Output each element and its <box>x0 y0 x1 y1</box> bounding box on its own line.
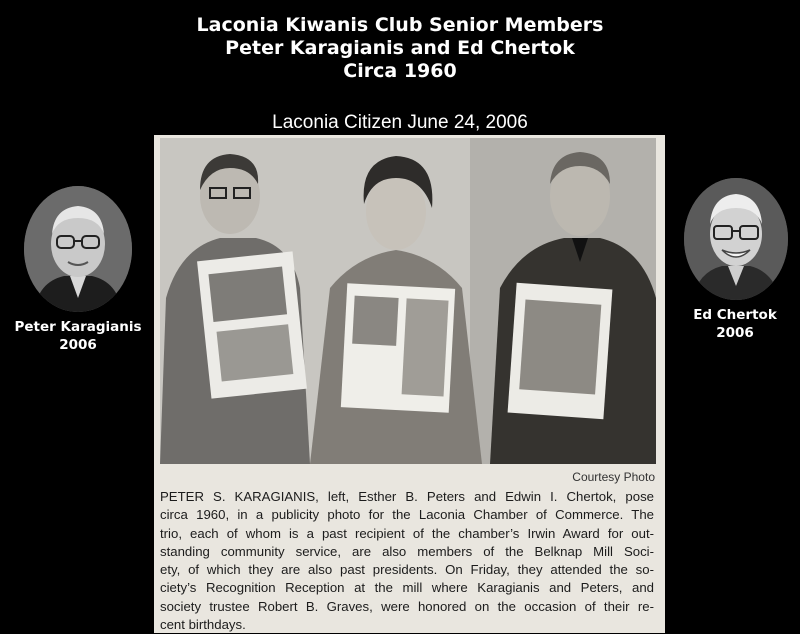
caption-line: society trustee Robert B. Graves, were honored on the occasion of their re- <box>160 598 654 614</box>
right-portrait-photo <box>684 178 788 300</box>
left-portrait-name: Peter Karagianis <box>14 319 142 335</box>
photo-caption <box>160 488 654 634</box>
caption-line: trio, each of whom is a past recipient of the chamber’s Irwin Award for out- <box>160 525 654 541</box>
title-line-2: Peter Karagianis and Ed Chertok <box>225 37 575 59</box>
photo-credit: Courtesy Photo <box>572 470 655 484</box>
caption-line: circa 1960, in a publicity photo for the Laconia Chamber of Commerce. The <box>160 507 654 523</box>
title-line-3: Circa 1960 <box>343 60 457 82</box>
caption-line: PETER S. KARAGIANIS, left, Esther B. Peters and Edwin I. Chertok, pose <box>160 489 654 504</box>
left-portrait-photo <box>24 186 132 312</box>
caption-line: ety, of which they are also past presidents. On Friday, they attended the so- <box>160 562 654 578</box>
newspaper-clipping <box>154 135 665 633</box>
page-title <box>0 14 800 83</box>
source-citation: Laconia Citizen June 24, 2006 <box>272 112 528 133</box>
group-photo <box>160 138 656 464</box>
right-portrait-caption <box>670 306 800 342</box>
left-portrait-year: 2006 <box>59 337 97 353</box>
right-portrait-year: 2006 <box>716 325 754 341</box>
caption-line: ciety’s Recognition Reception at the mill where Karagianis and Peters, and <box>160 580 654 596</box>
title-line-1: Laconia Kiwanis Club Senior Members <box>196 14 604 36</box>
left-portrait-caption <box>4 318 152 354</box>
caption-line: cent birthdays. <box>160 617 246 633</box>
right-portrait-name: Ed Chertok <box>693 307 777 323</box>
caption-line: standing community service, are also members of the Belknap Mill Soci- <box>160 543 654 559</box>
